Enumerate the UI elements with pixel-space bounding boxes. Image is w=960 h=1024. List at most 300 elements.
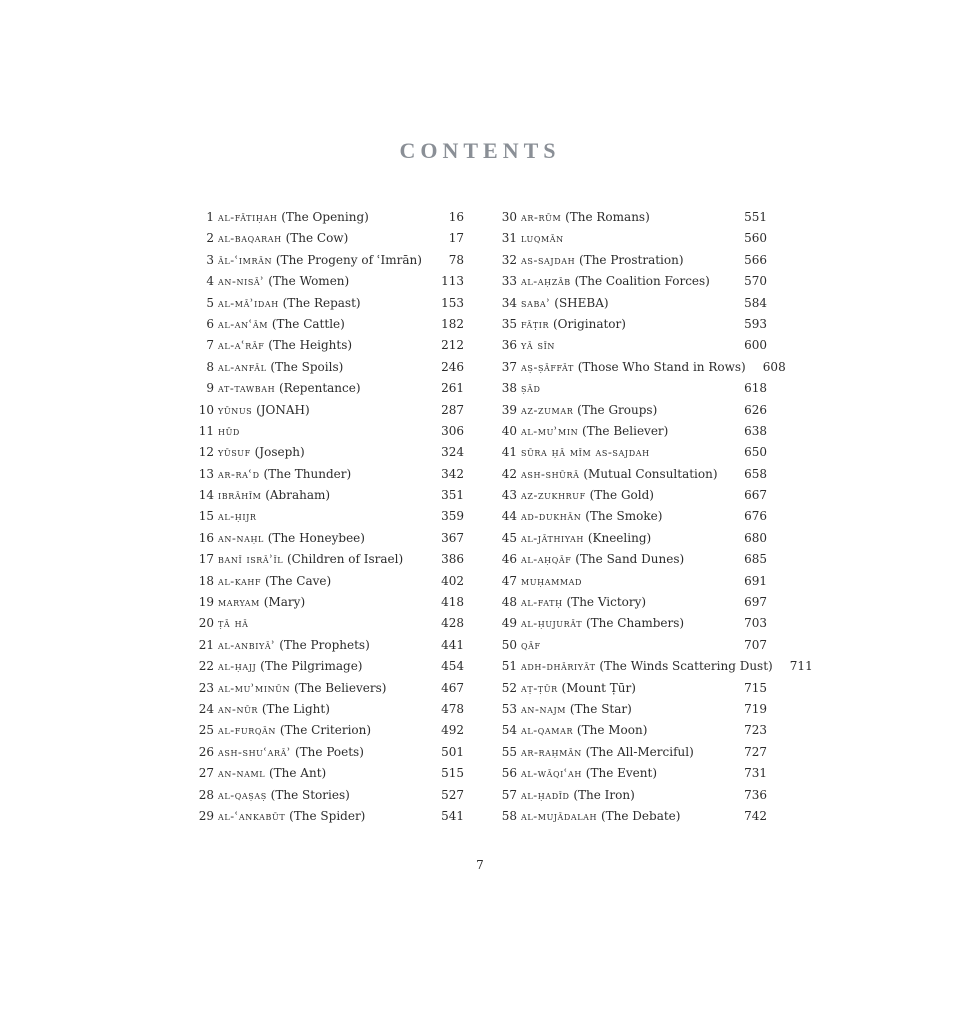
toc-entry-number: 26 (198, 744, 214, 759)
toc-entry-page: 667 (744, 488, 767, 503)
surah-translation: (The Winds Scattering Dust) (595, 659, 773, 674)
toc-entry-page: 626 (744, 402, 767, 417)
surah-translation: (The Progeny of ʿImrān) (272, 252, 422, 267)
toc-entry-title (218, 592, 424, 613)
surah-name: al-ʿankabūt (218, 808, 286, 823)
toc-entry-number: 43 (501, 488, 517, 503)
toc-entry-page: 566 (744, 252, 767, 267)
surah-name: al-qamar (521, 723, 574, 738)
surah-name: al-māʾidah (218, 295, 279, 310)
toc-entry (194, 549, 464, 570)
toc-entry-number: 23 (198, 680, 214, 695)
surah-translation: (The Moon) (573, 723, 648, 738)
surah-name: fāṭir (521, 316, 550, 331)
toc-entry-title (218, 335, 424, 356)
toc-entry-page: 584 (744, 295, 767, 310)
surah-name: hūd (218, 423, 240, 438)
toc-entry (497, 228, 767, 249)
toc-entry (497, 357, 786, 378)
toc-entry (497, 314, 767, 335)
toc-entry-page: 711 (789, 659, 813, 674)
toc-entry (194, 228, 464, 249)
toc-entry-number: 38 (501, 381, 517, 396)
toc-entry-title (218, 442, 424, 463)
toc-entry (497, 271, 767, 292)
toc-entry-title (218, 228, 424, 249)
toc-entry-title (521, 485, 727, 506)
surah-translation: (The All-Merciful) (581, 744, 694, 759)
toc-entry-number: 34 (501, 295, 517, 310)
toc-entry-title (218, 314, 424, 335)
toc-entry-number: 33 (501, 274, 517, 289)
toc-entry-number: 41 (501, 445, 517, 460)
toc-entry (194, 592, 464, 613)
surah-translation: (The Honeybee) (263, 530, 365, 545)
surah-translation: (The Chambers) (582, 616, 685, 631)
surah-name: al-muʾminūn (218, 680, 291, 695)
toc-entry-page: 454 (441, 659, 464, 674)
toc-entry-number: 22 (198, 659, 214, 674)
toc-entry-page: 515 (441, 766, 464, 781)
surah-name: al-fatḥ (521, 595, 563, 610)
toc-entry-number: 24 (198, 701, 214, 716)
toc-entry-page: 691 (744, 573, 767, 588)
surah-translation: (The Light) (258, 701, 330, 716)
surah-name: aṭ-ṭūr (521, 680, 558, 695)
surah-translation: (The Coalition Forces) (570, 274, 710, 289)
surah-name: al-anbiyāʾ (218, 637, 276, 652)
toc-entry-number: 5 (206, 295, 214, 310)
toc-entry-number: 56 (501, 766, 517, 781)
toc-entry (497, 549, 767, 570)
toc-entry-title (521, 785, 727, 806)
toc-entry-title (218, 656, 424, 677)
toc-entry-number: 55 (501, 744, 517, 759)
toc-entry-page: 287 (441, 402, 464, 417)
toc-entry (497, 378, 767, 399)
toc-entry-number: 3 (206, 252, 214, 267)
surah-name: yūnus (218, 402, 253, 417)
toc-entry-page: 600 (744, 338, 767, 353)
surah-name: ash-shuʿarāʾ (218, 744, 292, 759)
toc-entry-title (521, 335, 727, 356)
surah-name: ar-raḥmān (521, 744, 582, 759)
toc-entry-title (218, 678, 424, 699)
toc-entry (497, 678, 767, 699)
toc-entry-number: 10 (198, 402, 214, 417)
surah-name: an-nisāʾ (218, 274, 265, 289)
surah-translation: (Mount Ṭūr) (557, 680, 636, 695)
surah-translation: (The Debate) (597, 808, 681, 823)
toc-entry (194, 421, 464, 442)
surah-translation: (Mary) (259, 595, 306, 610)
surah-name: al-wāqiʿah (521, 766, 582, 781)
toc-entry (497, 592, 767, 613)
surah-translation: (The Opening) (277, 210, 369, 224)
surah-translation: (The Heights) (264, 338, 353, 353)
toc-entry (497, 506, 767, 527)
surah-translation: (The Women) (264, 274, 350, 289)
toc-entry-title (521, 592, 727, 613)
page-number: 7 (476, 858, 484, 872)
toc-entry (497, 785, 767, 806)
toc-entry-page: 261 (441, 381, 464, 396)
toc-entry-title (521, 549, 727, 570)
surah-translation: (The Romans) (561, 210, 650, 224)
toc-entry (497, 293, 767, 314)
toc-entry-number: 13 (198, 466, 214, 481)
toc-entry (194, 485, 464, 506)
surah-translation: (Originator) (549, 316, 626, 331)
toc-entry-title (218, 506, 424, 527)
toc-entry (497, 485, 767, 506)
toc-entry-number: 30 (501, 210, 517, 224)
surah-translation: (The Stories) (266, 787, 350, 802)
toc-entry-number: 50 (501, 637, 517, 652)
toc-entry-title (521, 656, 773, 677)
toc-entry (497, 806, 767, 827)
toc-entry (194, 271, 464, 292)
surah-translation: (The Cow) (281, 231, 349, 246)
surah-name: al-fātiḥah (218, 210, 278, 224)
toc-entry-page: 386 (441, 552, 464, 567)
toc-entry-number: 31 (501, 231, 517, 246)
toc-entry-number: 21 (198, 637, 214, 652)
toc-entry-title (521, 400, 727, 421)
toc-entry-page: 697 (744, 595, 767, 610)
toc-entry-page: 418 (441, 595, 464, 610)
toc-entry-page: 723 (744, 723, 767, 738)
toc-entry (194, 656, 464, 677)
toc-entry (194, 528, 464, 549)
toc-entry-page: 153 (441, 295, 464, 310)
toc-entry-title (218, 571, 424, 592)
toc-entry-page: 501 (441, 744, 464, 759)
toc-entry-page: 17 (448, 231, 464, 246)
toc-entry-page: 593 (744, 316, 767, 331)
surah-name: ar-raʿd (218, 466, 260, 481)
toc-entry (194, 678, 464, 699)
surah-name: al-anʿām (218, 316, 269, 331)
toc-entry-page: 560 (744, 231, 767, 246)
toc-entry (194, 806, 464, 827)
surah-translation: (The Victory) (562, 595, 647, 610)
toc-entry-number: 54 (501, 723, 517, 738)
toc-entry-title (521, 250, 727, 271)
toc-entry-page: 680 (744, 530, 767, 545)
toc-entry (194, 400, 464, 421)
toc-entry (194, 785, 464, 806)
toc-entry-number: 1 (206, 210, 214, 224)
toc-entry-number: 58 (501, 808, 517, 823)
toc-entry-page: 727 (744, 744, 767, 759)
surah-translation: (The Event) (581, 766, 658, 781)
toc-entry-title (521, 293, 727, 314)
toc-entry-number: 12 (198, 445, 214, 460)
surah-translation: (The Prostration) (575, 252, 684, 267)
toc-entry-number: 15 (198, 509, 214, 524)
surah-translation: (The Cattle) (268, 316, 345, 331)
toc-entry-title (218, 207, 424, 228)
toc-entry-page: 676 (744, 509, 767, 524)
surah-name: al-qaṣaṣ (218, 787, 267, 802)
toc-entry (194, 720, 464, 741)
toc-entry-title (218, 464, 424, 485)
surah-name: āl-ʿimrān (218, 252, 273, 267)
toc-entry-page: 736 (744, 787, 767, 802)
toc-entry-number: 6 (206, 316, 214, 331)
surah-name: al-aḥqāf (521, 552, 572, 567)
toc-entry (497, 763, 767, 784)
toc-entry-page: 324 (441, 445, 464, 460)
surah-name: al-jāthiyah (521, 530, 585, 545)
surah-name: luqmān (521, 231, 564, 246)
toc-entry-page: 113 (441, 274, 464, 289)
surah-name: qāf (521, 637, 541, 652)
surah-translation: (The Spoils) (266, 359, 344, 374)
surah-name: az-zumar (521, 402, 574, 417)
surah-translation: (Kneeling) (584, 530, 652, 545)
toc-entry-number: 57 (501, 787, 517, 802)
toc-entry (497, 250, 767, 271)
surah-translation: (The Prophets) (275, 637, 370, 652)
surah-name: al-muʾmin (521, 423, 579, 438)
toc-entry (194, 250, 464, 271)
toc-entry-title (521, 571, 727, 592)
toc-entry-number: 29 (198, 808, 214, 823)
toc-entry-page: 78 (448, 252, 464, 267)
toc-entry-page: 742 (744, 808, 767, 823)
toc-entry-title (218, 549, 424, 570)
surah-translation: (The Ant) (265, 766, 327, 781)
surah-name: al-mujādalah (521, 808, 598, 823)
toc-entry-title (218, 421, 424, 442)
surah-name: sūra ḥā mīm as-sajdah (521, 445, 650, 460)
surah-name: al-anfāl (218, 359, 267, 374)
toc-entry (497, 464, 767, 485)
surah-name: al-aʿrāf (218, 338, 265, 353)
surah-name: sabaʾ (521, 295, 551, 310)
toc-entry (194, 699, 464, 720)
toc-entry-page: 541 (441, 808, 464, 823)
toc-entry-title (521, 720, 727, 741)
toc-entry-title (521, 699, 727, 720)
toc-entry-title (218, 271, 424, 292)
toc-entry-title (218, 378, 424, 399)
surah-name: an-nūr (218, 701, 259, 716)
surah-name: yā sīn (521, 338, 555, 353)
toc-entry-number: 46 (501, 552, 517, 567)
toc-entry-title (521, 806, 727, 827)
toc-entry-number: 52 (501, 680, 517, 695)
surah-translation: (The Believers) (290, 680, 387, 695)
toc-entry-number: 40 (501, 423, 517, 438)
surah-translation: (The Gold) (585, 488, 654, 503)
toc-entry-number: 51 (501, 659, 517, 674)
toc-entry (497, 635, 767, 656)
toc-entry (497, 699, 767, 720)
toc-entry-title (218, 528, 424, 549)
toc-entry-title (521, 635, 727, 656)
toc-entry (194, 293, 464, 314)
surah-name: an-naḥl (218, 530, 264, 545)
surah-translation: (The Cave) (261, 573, 332, 588)
toc-entry (194, 335, 464, 356)
toc-entry (194, 442, 464, 463)
toc-entry-number: 2 (206, 231, 214, 246)
toc-entry-number: 44 (501, 509, 517, 524)
toc-entry-title (218, 293, 424, 314)
toc-entry-title (521, 442, 727, 463)
toc-entry (497, 400, 767, 421)
surah-name: ṭā hā (218, 616, 249, 631)
toc-entry-page: 650 (744, 445, 767, 460)
toc-entry-page: 715 (744, 680, 767, 695)
toc-entry-number: 48 (501, 595, 517, 610)
surah-name: al-ḥajj (218, 659, 257, 674)
toc-entry-number: 25 (198, 723, 214, 738)
toc-entry-title (218, 357, 424, 378)
surah-translation: (Those Who Stand in Rows) (573, 359, 746, 374)
toc-entry-page: 707 (744, 637, 767, 652)
toc-entry-number: 35 (501, 316, 517, 331)
toc-entry-number: 37 (501, 359, 517, 374)
toc-entry-title (218, 806, 424, 827)
toc-entry-title (218, 485, 424, 506)
toc-entry-title (521, 378, 727, 399)
toc-entry-number: 16 (198, 530, 214, 545)
toc-entry-page: 351 (441, 488, 464, 503)
toc-entry-page: 685 (744, 552, 767, 567)
toc-entry-title (218, 763, 424, 784)
toc-entry-page: 608 (762, 359, 786, 374)
toc-entry-page: 478 (441, 701, 464, 716)
toc-entry-page: 719 (744, 701, 767, 716)
toc-entry (194, 378, 464, 399)
page-title: CONTENTS (399, 138, 561, 163)
surah-translation: (The Criterion) (276, 723, 372, 738)
toc-entry (194, 464, 464, 485)
toc-entry-number: 20 (198, 616, 214, 631)
toc-entry (497, 207, 767, 228)
toc-entry-page: 306 (441, 423, 464, 438)
surah-name: aṣ-ṣāffāt (521, 359, 574, 374)
toc-entry-number: 28 (198, 787, 214, 802)
toc-entry-page: 359 (441, 509, 464, 524)
toc-entry-number: 4 (206, 274, 214, 289)
toc-entry (497, 613, 767, 634)
toc-entry (497, 528, 767, 549)
toc-entry-number: 39 (501, 402, 517, 417)
toc-entry-page: 16 (448, 210, 464, 224)
toc-entry-title (218, 742, 424, 763)
toc-entry-title (521, 357, 746, 378)
surah-name: al-kahf (218, 573, 262, 588)
toc-entry-page: 658 (744, 466, 767, 481)
toc-entry (194, 314, 464, 335)
toc-entry-page: 703 (744, 616, 767, 631)
toc-entry-title (521, 207, 727, 228)
surah-translation: (The Sand Dunes) (571, 552, 685, 567)
toc-entry (497, 421, 767, 442)
toc-entry-title (218, 613, 424, 634)
toc-entry (497, 442, 767, 463)
toc-entry-number: 19 (198, 595, 214, 610)
surah-name: ash-shūrā (521, 466, 580, 481)
toc-entry-page: 182 (441, 316, 464, 331)
surah-name: az-zukhruf (521, 488, 586, 503)
toc-entry (194, 635, 464, 656)
toc-entry-title (218, 720, 424, 741)
surah-translation: (The Pilgrimage) (256, 659, 363, 674)
toc-entry-title (521, 314, 727, 335)
toc-entry-page: 367 (441, 530, 464, 545)
toc-entry-page: 212 (441, 338, 464, 353)
surah-name: yūsuf (218, 445, 251, 460)
toc-entry (194, 357, 464, 378)
toc-entry-page: 731 (744, 766, 767, 781)
toc-entry (497, 720, 767, 741)
surah-translation: (The Smoke) (581, 509, 663, 524)
toc-entry-number: 49 (501, 616, 517, 631)
toc-entry (194, 742, 464, 763)
toc-entry-number: 27 (198, 766, 214, 781)
toc-entry-page: 638 (744, 423, 767, 438)
surah-translation: (The Believer) (578, 423, 669, 438)
surah-translation: (Repentance) (275, 381, 361, 396)
surah-name: at-tawbah (218, 381, 276, 396)
toc-entry-number: 47 (501, 573, 517, 588)
toc-entry (497, 742, 767, 763)
toc-left-column (194, 207, 464, 827)
toc-entry-title (218, 400, 424, 421)
toc-entry-number: 11 (198, 423, 214, 438)
toc-entry-page: 246 (441, 359, 464, 374)
toc-entry-title (521, 678, 727, 699)
toc-entry-page: 402 (441, 573, 464, 588)
toc-entry-title (218, 785, 424, 806)
toc-entry (497, 335, 767, 356)
toc-entry-number: 45 (501, 530, 517, 545)
surah-name: al-ḥijr (218, 509, 257, 524)
toc-entry (497, 656, 813, 677)
surah-name: al-ḥadīd (521, 787, 570, 802)
toc-entry-number: 53 (501, 701, 517, 716)
surah-name: ṣād (521, 381, 541, 396)
toc-entry (194, 613, 464, 634)
surah-name: al-baqarah (218, 231, 282, 246)
toc-entry-page: 551 (744, 210, 767, 224)
toc-entry-page: 618 (744, 381, 767, 396)
surah-name: ad-dukhān (521, 509, 582, 524)
toc-entry-number: 8 (206, 359, 214, 374)
toc-entry-page: 467 (441, 680, 464, 695)
toc-entry-number: 18 (198, 573, 214, 588)
toc-entry-number: 17 (198, 552, 214, 567)
toc-entry-title (521, 528, 727, 549)
toc-entry-title (218, 250, 424, 271)
toc-entry (194, 763, 464, 784)
toc-entry-page: 527 (441, 787, 464, 802)
surah-name: as-sajdah (521, 252, 576, 267)
surah-name: al-ḥujurāt (521, 616, 583, 631)
toc-entry-title (521, 271, 727, 292)
toc-entry-title (521, 763, 727, 784)
surah-name: ar-rūm (521, 210, 562, 224)
surah-translation: (The Thunder) (259, 466, 352, 481)
surah-translation: (JONAH) (252, 402, 310, 417)
toc-entry-title (218, 635, 424, 656)
